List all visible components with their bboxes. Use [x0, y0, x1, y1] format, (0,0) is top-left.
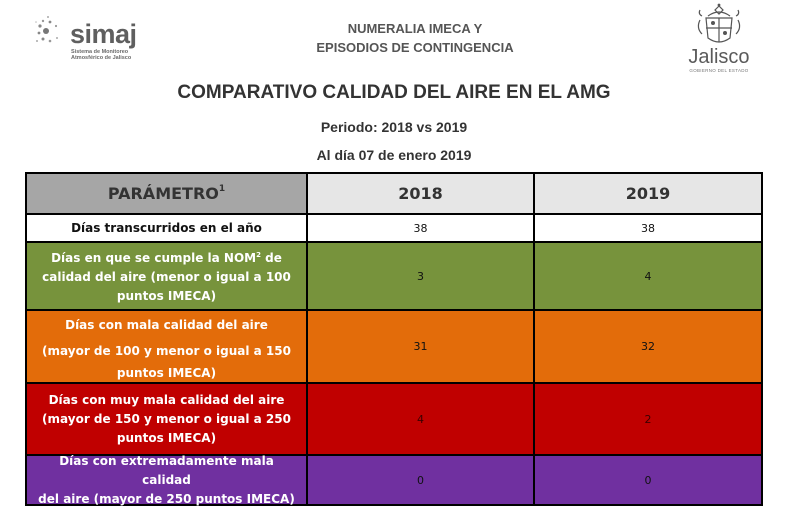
header-year-a: 2018	[398, 184, 443, 203]
header-cell-2019	[535, 174, 761, 213]
table-cell-2018	[308, 243, 533, 309]
row-label-line-2: (mayor de 100 y menor o igual a 150	[42, 343, 291, 358]
simaj-swirl-icon	[34, 14, 68, 48]
row-label: Días transcurridos en el año	[71, 220, 262, 235]
row-label-line-3: puntos IMECA)	[116, 365, 217, 380]
table-cell-2019	[535, 456, 761, 504]
comparison-table	[25, 172, 763, 506]
value-2018: 3	[417, 269, 424, 283]
table-cell-2018	[308, 215, 533, 241]
table-cell-2019	[535, 384, 761, 454]
table-cell-2019	[535, 215, 761, 241]
table-row-label-days-elapsed	[27, 215, 306, 241]
table-cell-2019	[535, 243, 761, 309]
header-line-2: EPISODIOS DE CONTINGENCIA	[316, 40, 514, 55]
table-cell-2019	[535, 311, 761, 382]
row-label-line-3: puntos IMECA)	[116, 289, 217, 303]
row-label-line-1: Días con muy mala calidad del aire	[48, 392, 285, 407]
table-row-label-meets-nom	[27, 243, 306, 309]
value-2018: 38	[413, 221, 428, 235]
row-label	[27, 452, 306, 508]
value-2019: 38	[641, 221, 655, 235]
row-label-line-3: puntos IMECA)	[116, 430, 217, 445]
date-subtitle: Al día 07 de enero 2019	[316, 147, 472, 163]
header-line-1: NUMERALIA IMECA Y	[347, 21, 483, 36]
header-center-titles	[250, 19, 580, 57]
table-cell-2018	[308, 311, 533, 382]
value-2018: 31	[413, 340, 428, 353]
simaj-wordmark: simaj	[70, 19, 137, 49]
value-2018: 0	[417, 473, 424, 487]
value-2019: 2	[644, 412, 652, 426]
table-cell-2018	[308, 384, 533, 454]
value-2019: 32	[641, 340, 655, 353]
header-parameter-label: PARÁMETRO$^1$	[107, 183, 226, 203]
simaj-subtitle-2: Atmosférico de Jalisco	[71, 55, 132, 61]
row-label	[36, 246, 297, 306]
simaj-subtitle-1: Sistema de Monitoreo	[71, 49, 129, 55]
table-row-label-extremely-bad-quality	[27, 453, 306, 506]
header-cell-2018	[308, 174, 533, 213]
table-cell-2018	[308, 456, 533, 504]
header-year-b: 2019	[625, 184, 671, 203]
row-label-line-1: Días con extremadamente mala calidad	[59, 453, 274, 487]
header-cell-parameter	[27, 174, 306, 213]
jalisco-crest-icon	[694, 2, 744, 46]
value-2019: 0	[644, 473, 652, 487]
row-label-line-1: Días con mala calidad del aire	[65, 317, 268, 332]
period-subtitle: Periodo: 2018 vs 2019	[320, 119, 468, 135]
jalisco-wordmark: Jalisco	[688, 46, 750, 68]
table-row-label-very-bad-quality	[27, 384, 306, 454]
value-2018: 4	[417, 412, 424, 426]
row-label-line-2: del aire (mayor de 250 puntos IMECA)	[38, 491, 295, 506]
value-2019: 4	[644, 269, 652, 283]
page-title: COMPARATIVO CALIDAD DEL AIRE EN EL AMG	[177, 82, 611, 103]
jalisco-logo	[680, 2, 770, 74]
row-label	[36, 312, 297, 382]
row-label	[36, 391, 297, 448]
simaj-logo	[34, 14, 154, 60]
row-label-line-1: Días en que se cumple la NOM$^2$ de	[51, 251, 282, 265]
row-label-line-2: (mayor de 150 y menor o igual a 250	[42, 411, 291, 426]
row-label-line-2: calidad del aire (menor o igual a 100	[42, 270, 291, 284]
jalisco-subtitle: GOBIERNO DEL ESTADO	[689, 68, 749, 73]
table-row-label-bad-quality	[27, 311, 306, 382]
